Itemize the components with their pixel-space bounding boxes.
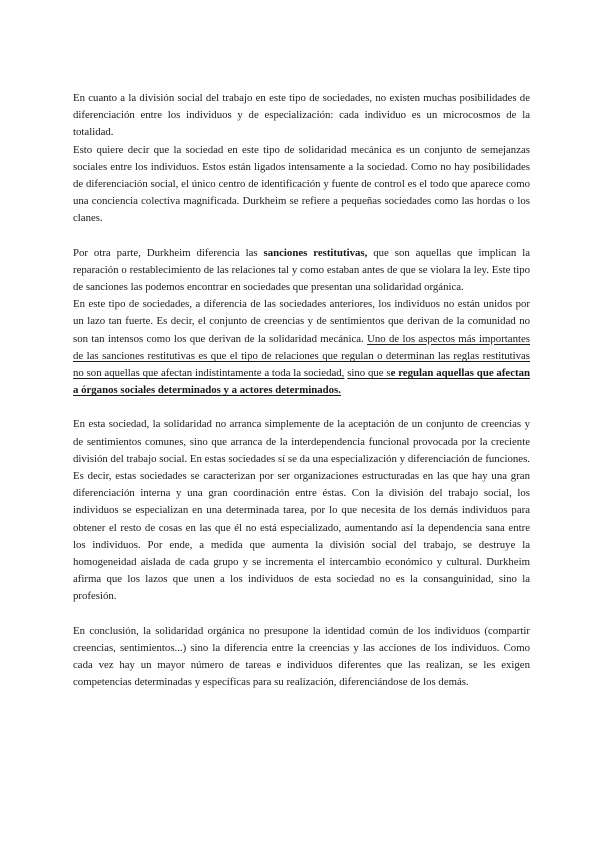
paragraph-solidaridad-organica: En esta sociedad, la solidaridad no arranca simplemente de la aceptación de un conjunto de creencias y de sentimientos comunes, sino que arranca de la interdependencia funcional provocada por la creciente división del trabajo social. En estas sociedades sí se da una especialización y diferenciación de funciones. Es decir, estas sociedades se caracterizan por ser organizaciones estructuradas en las que hay una gran diferenciación interna y una gran coordinación entre éstas. Con la división del trabajo social, los individuos se especializan en una determinada tarea, por lo que necesita de los demás individuos para obtener el resto de cosas en las que él no está especializado, aumentando así la dependencia sana entre los individuos. Por ende, a medida que aumenta la división social del trabajo, se destruye la homogeneidad aislada de cada grupo y se incrementa el intercambio económico y cultural. Durkheim afirma que los lazos que unen a los individuos de esta sociedad no es la consanguinidad, sino la profesión.	[73, 418, 530, 603]
text-run: Por otra parte, Durkheim diferencia las	[73, 246, 264, 259]
paragraph-solidaridad-mecanica: Esto quiere decir que la sociedad en este tipo de solidaridad mecánica es un conjunto de semejanzas sociales entre los individuos. Estos están ligados intensamente a la sociedad. Como no hay posibilidades de diferenciación social, el único centro de identificación y fuente de control es el todo que aparece como una conciencia colectiva magnificada. Durkheim se refiere a pequeñas sociedades como las hordas o los clanes.	[73, 143, 530, 225]
paragraph-tipo-sociedades	[73, 296, 530, 399]
paragraph-division-social: En cuanto a la división social del trabajo en este tipo de sociedades, no existen muchas posibilidades de diferenciación entre los individuos y de especialización: cada individuo es un microcosmos de la totalidad.	[73, 92, 530, 139]
text-run: En este tipo de sociedades, a diferencia de las sociedades anteriores, los individuos no están unidos por un lazo tan fuerte. Es decir, el conjunto de creencias y de sentimientos que derivan de la comunidad no son tan intensos como los que derivan de la solidaridad mecánica.	[73, 298, 530, 345]
text-run: que son aquellas que implican la reparación o restablecimiento de las relaciones tal y como estaban antes de que se violara la ley. Este tipo de sanciones las podemos encontrar en sociedades que presentan una solidaridad orgánica.	[73, 246, 530, 294]
paragraph-sanciones-restitutivas	[73, 245, 530, 297]
underlined-text: sino que s	[347, 367, 391, 380]
underlined-text: Uno de los aspectos más importantes de las sanciones restitutivas es que el tipo de relaciones que regulan o determinan las reglas restitutivas no son aquellas que afectan indistintamente a toda la sociedad,	[73, 332, 530, 380]
paragraph-gap	[73, 228, 530, 245]
bold-term: sanciones restitutivas,	[263, 246, 368, 259]
underlined-bold-text: e regulan aquellas que afectan a órganos sociales determinados y a actores determinados.	[73, 367, 530, 397]
paragraph-gap	[73, 399, 530, 416]
paragraph-gap	[73, 606, 530, 623]
paragraph-conclusion: En conclusión, la solidaridad orgánica no presupone la identidad común de los individuos (compartir creencias, sentimientos...) sino la diferencia entre la creencias y las acciones de los individuos. Como cada vez hay un mayor número de tareas e individuos diferentes que las realizan, se les exigen competencias determinadas y específicas para su realización, diferenciándose de los demás.	[73, 624, 530, 689]
